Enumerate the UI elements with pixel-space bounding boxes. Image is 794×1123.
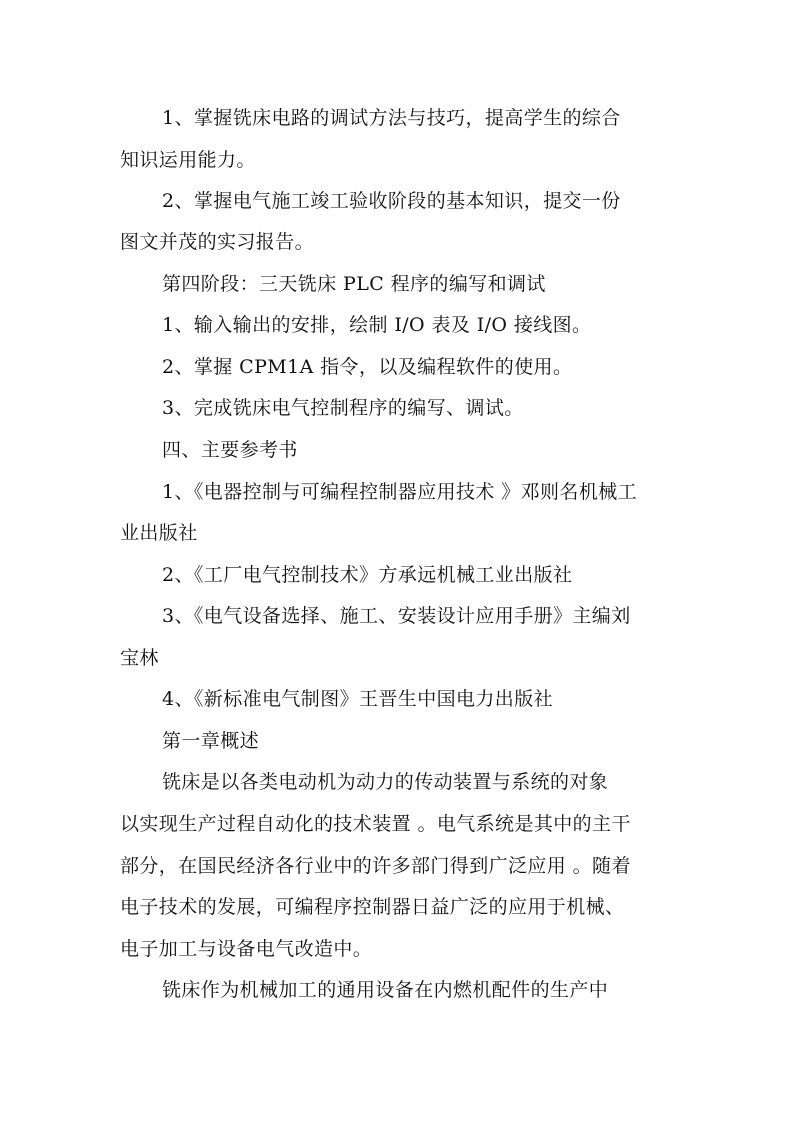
reference-item: 业出版社 xyxy=(120,522,198,544)
paragraph-line: 部分，在国民经济各行业中的许多部门得到广泛应用 。随着 xyxy=(120,855,631,877)
reference-item: 2、《工厂电气控制技术》方承远机械工业出版社 xyxy=(162,564,573,586)
section-heading: 四、主要参考书 xyxy=(162,439,298,461)
reference-item: 宝林 xyxy=(120,647,159,669)
paragraph-line: 电子技术的发展，可编程序控制器日益广泛的应用于机械、 xyxy=(120,896,625,918)
paragraph-line: 2、掌握电气施工竣工验收阶段的基本知识，提交一份 xyxy=(162,190,621,212)
paragraph-line: 铣床是以各类电动机为动力的传动装置与系统的对象 xyxy=(162,771,609,793)
chapter-heading: 第一章概述 xyxy=(162,730,260,752)
paragraph-line: 3、完成铣床电气控制程序的编写、调试。 xyxy=(162,397,524,419)
paragraph-line: 1、掌握铣床电路的调试方法与技巧，提高学生的综合 xyxy=(162,107,621,129)
reference-item: 4、《新标准电气制图》王晋生中国电力出版社 xyxy=(162,688,553,710)
reference-item: 1、《电器控制与可编程控制器应用技术 》邓则名机械工 xyxy=(162,481,638,503)
paragraph-line: 1、输入输出的安排，绘制 I/O 表及 I/O 接线图。 xyxy=(162,314,592,336)
section-heading: 第四阶段：三天铣床 PLC 程序的编写和调试 xyxy=(162,273,546,295)
paragraph-line: 铣床作为机械加工的通用设备在内燃机配件的生产中 xyxy=(162,979,609,1001)
paragraph-line: 图文并茂的实习报告。 xyxy=(120,231,315,253)
reference-item: 3、《电气设备选择、施工、安装设计应用手册》主编刘 xyxy=(162,605,631,627)
paragraph-line: 2、掌握 CPM1A 指令，以及编程软件的使用。 xyxy=(162,356,573,378)
paragraph-line: 电子加工与设备电气改造中。 xyxy=(120,938,373,960)
paragraph-line: 以实现生产过程自动化的技术装置 。电气系统是其中的主干 xyxy=(120,813,631,835)
paragraph-line: 知识运用能力。 xyxy=(120,149,256,171)
